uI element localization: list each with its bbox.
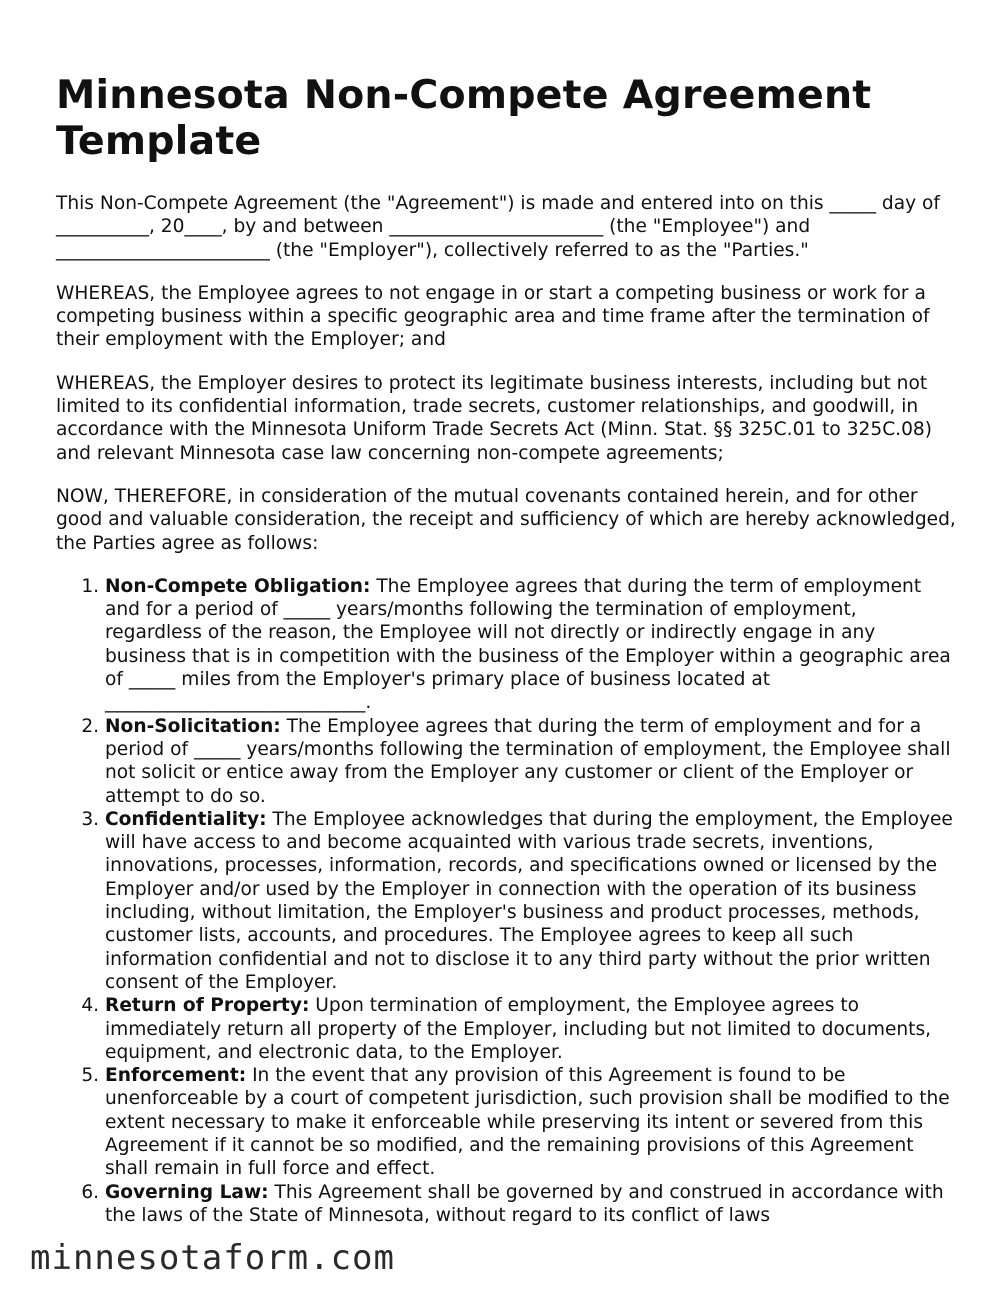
clause-text: Upon termination of employment, the Employee agrees to immediately return all property of the Employer, including but not limited to documents, equipment, and electronic data, to the Employer. [105, 995, 932, 1063]
clause-text: In the event that any provision of this Agreement is found to be unenforceable by a court of competent jurisdiction, such provision shall be modified to the extent necessary to make it enforceable while preserving its intent or severed from this Agreement if it cannot be so modified, and the remaining provisions of this Agreement shall remain in full force and effect. [105, 1065, 950, 1180]
clause-term: Confidentiality: [105, 808, 267, 830]
clause-item [105, 715, 956, 808]
clause-item [105, 1064, 956, 1180]
clause-text: The Employee acknowledges that during the employment, the Employee will have access to and become acquainted with various trade secrets, inventions, innovations, processes, information, records, and specifications owned or licensed by the Employer and/or used by the Employer in connection with the operation of its business including, without limitation, the Employer's business and product processes, methods, customer lists, accounts, and procedures. The Employee agrees to keep all such information confidential and not to disclose it to any third party without the prior written consent of the Employer. [105, 808, 953, 993]
clause-item [105, 1181, 956, 1228]
site-watermark: minnesotaform.com [30, 1238, 395, 1278]
clause-item [105, 575, 956, 715]
clause-term: Return of Property: [105, 995, 310, 1017]
clause-text: The Employee agrees that during the term of employment and for a period of _____ years/months following the termination of employment, the Employee shall not solicit or entice away from the Employer any customer or client of the Employer or attempt to do so. [105, 715, 951, 807]
clause-item [105, 808, 956, 994]
intro-paragraph: This Non-Compete Agreement (the "Agreement") is made and entered into on this _____ day of __________, 20____, by and between _______________________ (the "Employee") and _______________________ (the "Employer"), collectively referred to as the "Parties." [56, 193, 940, 261]
clause-term: Governing Law: [105, 1181, 269, 1203]
document-title: Minnesota Non-Compete Agreement Template [56, 72, 872, 164]
clause-text: The Employee agrees that during the term of employment and for a period of _____ years/months following the termination of employment, regardless of the reason, the Employee will not directly or indirectly engage in any business that is in competition with the business of the Employer within a geographic area of _____ miles from the Employer's primary place of business located at ____________________________. [105, 575, 951, 714]
now-therefore-paragraph: NOW, THEREFORE, in consideration of the mutual covenants contained herein, and for other good and valuable consideration, the receipt and sufficiency of which are hereby acknowledged, the Parties agree as follows: [56, 485, 956, 554]
clause-item [105, 994, 956, 1064]
clause-term: Non-Compete Obligation: [105, 575, 371, 597]
clause-term: Enforcement: [105, 1065, 247, 1087]
document-page [56, 72, 956, 1227]
whereas-employee-paragraph: WHEREAS, the Employee agrees to not engage in or start a competing business or work for a competing business within a specific geographic area and time frame after the termination of their employment with the Employer; and [56, 282, 930, 351]
clause-list [56, 575, 956, 1227]
whereas-employer-paragraph: WHEREAS, the Employer desires to protect its legitimate business interests, including but not limited to its confidential information, trade secrets, customer relationships, and goodwill, in accordance with the Minnesota Uniform Trade Secrets Act (Minn. Stat. §§ 325C.01 to 325C.08) and relevant Minnesota case law concerning non-compete agreements; [56, 372, 933, 464]
clause-term: Non-Solicitation: [105, 715, 281, 737]
clause-text: This Agreement shall be governed by and construed in accordance with the laws of the State of Minnesota, without regard to its conflict of laws [105, 1181, 944, 1226]
